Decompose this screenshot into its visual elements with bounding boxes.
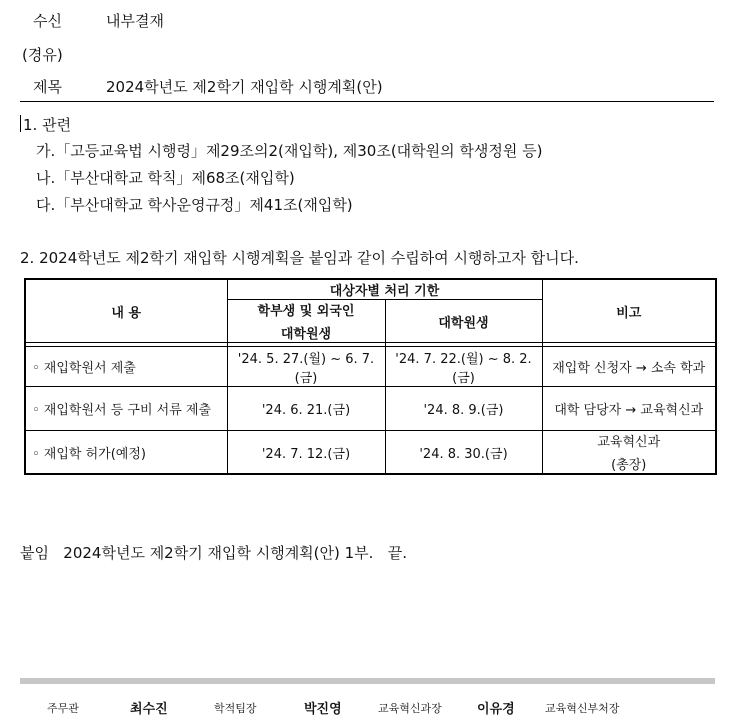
row-grad-deadline: '24. 8. 30.(금) xyxy=(385,431,542,475)
row-undergrad-deadline: '24. 5. 27.(월) ~ 6. 7.(금) xyxy=(227,347,385,387)
footer-divider xyxy=(20,678,715,684)
signature-role-3: 교육혁신과장 xyxy=(378,702,442,715)
col-header-undergrad xyxy=(227,300,385,343)
subject-value: 2024학년도 제2학기 재입학 시행계획(안) xyxy=(106,78,383,96)
col-header-grad: 대학원생 xyxy=(385,300,542,343)
signature-name-2: 박진영 xyxy=(304,702,342,717)
col-header-note: 비고 xyxy=(542,279,716,343)
signature-name-1: 최수진 xyxy=(130,702,168,717)
row-content: ◦ 재입학원서 제출 xyxy=(25,347,227,387)
row-note-line2: (총장) xyxy=(611,458,647,473)
recipient-label: 수신 xyxy=(33,12,62,30)
signature-role-4: 교육혁신부처장 xyxy=(545,702,620,715)
row-grad-deadline: '24. 7. 22.(월) ~ 8. 2.(금) xyxy=(385,347,542,387)
row-note: 재입학 신청자 → 소속 학과 xyxy=(542,347,716,387)
section1-item-3: 다.「부산대학교 학사운영규정」제41조(재입학) xyxy=(36,196,353,214)
attachment-line: 붙임 2024학년도 제2학기 재입학 시행계획(안) 1부. 끝. xyxy=(20,544,408,562)
subject-label: 제목 xyxy=(33,78,62,96)
row-undergrad-deadline: '24. 7. 12.(금) xyxy=(227,431,385,475)
row-note xyxy=(542,431,716,475)
signature-name-3: 이유경 xyxy=(477,702,515,717)
section2-title: 2. 2024학년도 제2학기 재입학 시행계획을 붙임과 같이 수립하여 시행하고자 합니다. xyxy=(20,249,579,267)
signature-role-2: 학적팀장 xyxy=(214,702,257,715)
col-header-content: 내 용 xyxy=(25,279,227,343)
col-header-undergrad-line2: 대학원생 xyxy=(280,327,332,342)
plan-table xyxy=(24,278,717,475)
col-header-deadline: 대상자별 처리 기한 xyxy=(227,279,542,300)
row-content: ◦ 재입학원서 등 구비 서류 제출 xyxy=(25,387,227,431)
section1-item-2: 나.「부산대학교 학칙」제68조(재입학) xyxy=(36,169,295,187)
signature-role-1: 주무관 xyxy=(47,702,79,715)
section1-title: 1. 관련 xyxy=(23,116,72,134)
table-row xyxy=(25,431,716,475)
table-row xyxy=(25,387,716,431)
row-note-line1: 교육혁신과 xyxy=(597,435,661,450)
section1-item-1: 가.「고등교육법 시행령」제29조의2(재입학), 제30조(대학원의 학생정원 등) xyxy=(36,142,543,160)
recipient-value: 내부결재 xyxy=(106,12,164,30)
header-divider xyxy=(20,101,714,102)
table-row xyxy=(25,347,716,387)
row-undergrad-deadline: '24. 6. 21.(금) xyxy=(227,387,385,431)
text-cursor xyxy=(20,115,21,132)
row-grad-deadline: '24. 8. 9.(금) xyxy=(385,387,542,431)
row-content: ◦ 재입학 허가(예정) xyxy=(25,431,227,475)
via-label: (경유) xyxy=(22,46,63,64)
col-header-undergrad-line1: 학부생 및 외국인 xyxy=(257,304,355,319)
row-note: 대학 담당자 → 교육혁신과 xyxy=(542,387,716,431)
